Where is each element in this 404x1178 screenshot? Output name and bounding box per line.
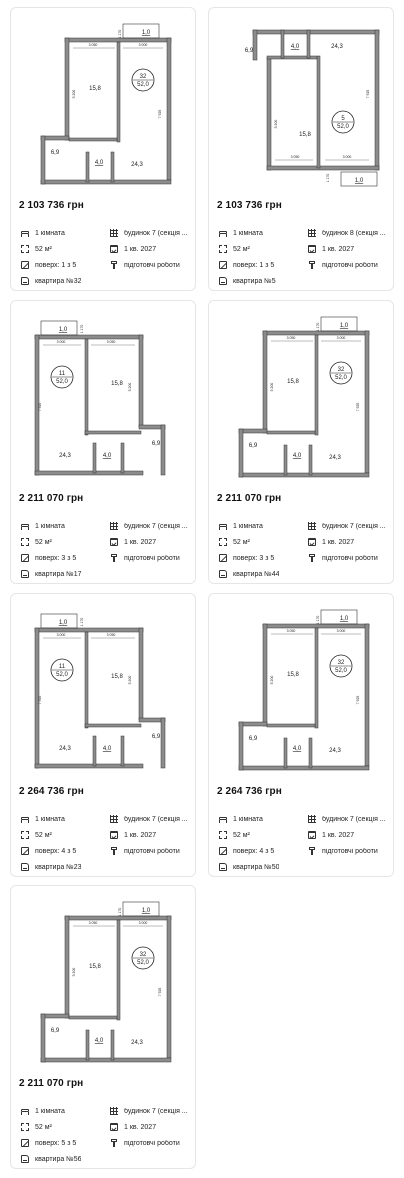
dimension: 1 170: [326, 173, 330, 183]
rooms-row: 1 кімната: [21, 1106, 65, 1116]
apartment-card[interactable]: [10, 300, 196, 584]
area-icon: [21, 831, 29, 839]
badge-number: 11: [58, 371, 66, 377]
completion-row: 1 кв. 2027: [110, 1122, 156, 1132]
building-icon: [308, 522, 316, 530]
price: 2 264 736 грн: [217, 786, 282, 797]
area-icon: [219, 245, 227, 253]
room-area: 15,8: [89, 964, 101, 970]
room-area: 6,9: [50, 150, 60, 156]
room-area: 15,8: [287, 379, 299, 385]
floor-plan[interactable]: [11, 892, 196, 1068]
calendar-icon: [110, 831, 118, 839]
dimension: 7 925: [356, 402, 360, 412]
room-area: 6,9: [151, 441, 161, 447]
apartment-card[interactable]: [10, 885, 196, 1169]
wall: [239, 473, 369, 477]
wall: [309, 738, 312, 768]
apartment-row: квартира №17: [21, 569, 81, 579]
dimension: 1 170: [118, 29, 122, 39]
dimension: 7 925: [356, 695, 360, 705]
apartment-card[interactable]: [208, 593, 394, 877]
room-area: 24,3: [131, 162, 143, 168]
apartment-row: квартира №56: [21, 1154, 81, 1164]
wall: [139, 628, 143, 720]
dimension: 3 000: [336, 336, 346, 340]
apartment-card[interactable]: [10, 7, 196, 291]
badge-number: 11: [58, 664, 66, 670]
wall: [41, 180, 171, 184]
crane-icon: [110, 261, 118, 269]
room-area: 1,0: [141, 30, 151, 36]
floor-row: поверх: 4 з 5: [21, 846, 76, 856]
price: 2 211 070 грн: [19, 493, 84, 504]
apartment-card[interactable]: [208, 7, 394, 291]
calendar-icon: [110, 245, 118, 253]
floor-icon: [21, 261, 29, 269]
bed-icon: [21, 1107, 29, 1115]
completion-row: 1 кв. 2027: [308, 537, 354, 547]
wall: [161, 718, 165, 768]
rooms-row: 1 кімната: [21, 814, 65, 824]
bed-icon: [21, 229, 29, 237]
wall: [86, 152, 89, 182]
floor-plan-drawing: [209, 307, 394, 483]
area-row: 52 м²: [21, 830, 52, 840]
building-icon: [110, 522, 118, 530]
wall: [41, 136, 45, 184]
wall: [253, 30, 257, 60]
wall: [69, 1016, 117, 1019]
price: 2 103 736 грн: [19, 200, 84, 211]
badge-area: 52,0: [337, 124, 349, 130]
dimension: 7 925: [38, 402, 42, 412]
wall: [167, 916, 171, 1058]
wall: [85, 724, 141, 727]
area-row: 52 м²: [219, 537, 250, 547]
dimension: 5 200: [274, 119, 278, 129]
dimension: 1 170: [118, 907, 122, 917]
wall: [317, 56, 320, 168]
crane-icon: [110, 554, 118, 562]
dimension: 7 925: [366, 89, 370, 99]
badge-area: 52,0: [56, 672, 68, 678]
dimension: 3 050: [106, 340, 116, 344]
building-icon: [308, 815, 316, 823]
completion-row: 1 кв. 2027: [110, 830, 156, 840]
document-icon: [219, 570, 227, 578]
document-icon: [219, 863, 227, 871]
wall: [315, 335, 318, 435]
room-area: 24,3: [329, 748, 341, 754]
completion-row: 1 кв. 2027: [308, 244, 354, 254]
dimension: 3 050: [290, 155, 300, 159]
room-area: 4,0: [292, 453, 302, 459]
wall: [86, 1030, 89, 1060]
apartment-card[interactable]: [10, 593, 196, 877]
calendar-icon: [308, 831, 316, 839]
badge-number: 32: [337, 367, 345, 373]
floor-icon: [21, 1139, 29, 1147]
document-icon: [21, 277, 29, 285]
room-area: 6,9: [151, 734, 161, 740]
price: 2 264 736 грн: [19, 786, 84, 797]
completion-row: 1 кв. 2027: [110, 244, 156, 254]
wall: [281, 30, 284, 58]
wall: [365, 624, 369, 766]
status-row: підготовчі роботи: [308, 553, 378, 563]
building-row: будинок 7 (секція ...: [110, 814, 188, 824]
floor-row: поверх: 3 з 5: [21, 553, 76, 563]
room-area: 1,0: [339, 323, 349, 329]
building-row: будинок 8 (секція ...: [308, 228, 386, 238]
badge-area: 52,0: [335, 668, 347, 674]
floor-plan-drawing: [11, 892, 196, 1068]
room-area: 6,9: [244, 48, 254, 54]
status-row: підготовчі роботи: [110, 553, 180, 563]
floor-plan-drawing: [11, 14, 196, 190]
floor-icon: [21, 847, 29, 855]
wall: [375, 30, 379, 170]
crane-icon: [110, 1139, 118, 1147]
wall: [309, 445, 312, 475]
dimension: 3 000: [336, 629, 346, 633]
wall: [267, 166, 379, 170]
dimension: 5 200: [72, 89, 76, 99]
wall: [69, 138, 117, 141]
wall: [284, 738, 287, 768]
rooms-row: 1 кімната: [219, 521, 263, 531]
calendar-icon: [110, 1123, 118, 1131]
area-row: 52 м²: [21, 537, 52, 547]
apartment-card[interactable]: [208, 300, 394, 584]
room-area: 1,0: [339, 616, 349, 622]
wall: [284, 445, 287, 475]
apartment-row: квартира №32: [21, 276, 81, 286]
document-icon: [21, 570, 29, 578]
badge-number: 32: [139, 952, 147, 958]
bed-icon: [21, 815, 29, 823]
floor-row: поверх: 1 з 5: [21, 260, 76, 270]
wall: [239, 429, 243, 477]
wall: [139, 335, 143, 427]
price: 2 211 070 грн: [217, 493, 282, 504]
wall: [267, 58, 271, 170]
wall: [263, 624, 267, 726]
building-icon: [110, 229, 118, 237]
wall: [41, 1058, 171, 1062]
calendar-icon: [308, 245, 316, 253]
status-row: підготовчі роботи: [110, 846, 180, 856]
room-area: 24,3: [131, 1040, 143, 1046]
wall: [121, 736, 124, 766]
dimension: 3 000: [138, 43, 148, 47]
completion-row: 1 кв. 2027: [110, 537, 156, 547]
wall: [117, 920, 120, 1020]
wall: [35, 335, 143, 339]
room-area: 15,8: [299, 132, 311, 138]
badge-number: 32: [139, 74, 147, 80]
dimension: 5 200: [270, 675, 274, 685]
dimension: 3 000: [56, 633, 66, 637]
floor-plan[interactable]: [11, 600, 196, 776]
status-row: підготовчі роботи: [110, 1138, 180, 1148]
dimension: 3 050: [286, 336, 296, 340]
building-row: будинок 7 (секція ...: [110, 1106, 188, 1116]
floor-row: поверх: 3 з 5: [219, 553, 274, 563]
dimension: 5 200: [128, 675, 132, 685]
wall: [161, 425, 165, 475]
crane-icon: [110, 847, 118, 855]
room-area: 1,0: [354, 178, 364, 184]
dimension: 3 000: [138, 921, 148, 925]
crane-icon: [308, 847, 316, 855]
wall: [65, 916, 69, 1018]
rooms-row: 1 кімната: [219, 814, 263, 824]
building-icon: [308, 229, 316, 237]
document-icon: [219, 277, 227, 285]
building-row: будинок 7 (секція ...: [308, 814, 386, 824]
room-area: 1,0: [58, 620, 68, 626]
price: 2 211 070 грн: [19, 1078, 84, 1089]
badge-number: 32: [337, 660, 345, 666]
dimension: 3 050: [106, 633, 116, 637]
room-area: 4,0: [102, 746, 112, 752]
dimension: 5 200: [128, 382, 132, 392]
rooms-row: 1 кімната: [21, 228, 65, 238]
floor-plan[interactable]: [209, 14, 394, 190]
floor-row: поверх: 5 з 5: [21, 1138, 76, 1148]
badge-area: 52,0: [56, 379, 68, 385]
room-area: 1,0: [141, 908, 151, 914]
building-icon: [110, 815, 118, 823]
area-row: 52 м²: [219, 244, 250, 254]
dimension: 3 050: [88, 43, 98, 47]
calendar-icon: [308, 538, 316, 546]
dimension: 1 170: [316, 322, 320, 332]
room-area: 6,9: [50, 1028, 60, 1034]
room-area: 24,3: [59, 453, 71, 459]
status-row: підготовчі роботи: [308, 260, 378, 270]
wall: [267, 724, 315, 727]
floor-icon: [219, 847, 227, 855]
building-row: будинок 7 (секція ...: [308, 521, 386, 531]
wall: [117, 42, 120, 142]
wall: [263, 331, 267, 433]
calendar-icon: [110, 538, 118, 546]
crane-icon: [308, 554, 316, 562]
room-area: 15,8: [111, 381, 123, 387]
area-icon: [21, 1123, 29, 1131]
dimension: 5 200: [270, 382, 274, 392]
area-row: 52 м²: [219, 830, 250, 840]
wall: [93, 736, 96, 766]
room-area: 6,9: [248, 736, 258, 742]
wall: [35, 764, 143, 768]
room-area: 24,3: [331, 44, 343, 50]
floor-icon: [219, 554, 227, 562]
crane-icon: [308, 261, 316, 269]
dimension: 1 170: [316, 615, 320, 625]
dimension: 3 000: [56, 340, 66, 344]
floor-plan-drawing: [11, 600, 196, 776]
badge-area: 52,0: [137, 960, 149, 966]
wall: [85, 632, 88, 728]
wall: [93, 443, 96, 473]
status-row: підготовчі роботи: [110, 260, 180, 270]
floor-row: поверх: 1 з 5: [219, 260, 274, 270]
room-area: 6,9: [248, 443, 258, 449]
room-area: 24,3: [329, 455, 341, 461]
apartment-row: квартира №5: [219, 276, 276, 286]
apartment-row: квартира №50: [219, 862, 279, 872]
document-icon: [21, 1155, 29, 1163]
wall: [121, 443, 124, 473]
wall: [111, 1030, 114, 1060]
room-area: 4,0: [102, 453, 112, 459]
room-area: 24,3: [59, 746, 71, 752]
wall: [167, 38, 171, 180]
apartment-row: квартира №23: [21, 862, 81, 872]
dimension: 3 050: [286, 629, 296, 633]
wall: [85, 431, 141, 434]
room-area: 4,0: [292, 746, 302, 752]
dimension: 3 000: [342, 155, 352, 159]
floor-plan[interactable]: [11, 14, 196, 190]
apartment-row: квартира №44: [219, 569, 279, 579]
dimension: 7 925: [158, 987, 162, 997]
price: 2 103 736 грн: [217, 200, 282, 211]
building-icon: [110, 1107, 118, 1115]
document-icon: [21, 863, 29, 871]
wall: [85, 339, 88, 435]
wall: [267, 431, 315, 434]
wall: [253, 30, 379, 34]
area-icon: [219, 538, 227, 546]
dimension: 7 925: [38, 695, 42, 705]
dimension: 5 200: [72, 967, 76, 977]
area-row: 52 м²: [21, 1122, 52, 1132]
wall: [239, 722, 243, 770]
wall: [365, 331, 369, 473]
floor-icon: [219, 261, 227, 269]
floor-plan[interactable]: [209, 600, 394, 776]
wall: [65, 38, 69, 140]
room-area: 4,0: [94, 160, 104, 166]
badge-area: 52,0: [335, 375, 347, 381]
room-area: 4,0: [290, 44, 300, 50]
room-area: 15,8: [287, 672, 299, 678]
dimension: 1 170: [80, 617, 84, 627]
area-icon: [21, 538, 29, 546]
wall: [35, 471, 143, 475]
bed-icon: [219, 229, 227, 237]
bed-icon: [219, 815, 227, 823]
area-row: 52 м²: [21, 244, 52, 254]
badge-area: 52,0: [137, 82, 149, 88]
floor-icon: [21, 554, 29, 562]
area-icon: [21, 245, 29, 253]
room-area: 4,0: [94, 1038, 104, 1044]
floor-plan-drawing: [11, 307, 196, 483]
bed-icon: [219, 522, 227, 530]
wall: [35, 628, 143, 632]
room-area: 1,0: [58, 327, 68, 333]
area-icon: [219, 831, 227, 839]
wall: [315, 628, 318, 728]
floor-plan[interactable]: [209, 307, 394, 483]
dimension: 1 170: [80, 324, 84, 334]
wall: [111, 152, 114, 182]
wall: [239, 766, 369, 770]
building-row: будинок 7 (секція ...: [110, 521, 188, 531]
rooms-row: 1 кімната: [219, 228, 263, 238]
room-area: 15,8: [111, 674, 123, 680]
wall: [307, 30, 310, 58]
floor-row: поверх: 4 з 5: [219, 846, 274, 856]
dimension: 3 050: [88, 921, 98, 925]
wall: [41, 1014, 45, 1062]
floor-plan[interactable]: [11, 307, 196, 483]
rooms-row: 1 кімната: [21, 521, 65, 531]
dimension: 7 925: [158, 109, 162, 119]
floor-plan-drawing: [209, 600, 394, 776]
status-row: підготовчі роботи: [308, 846, 378, 856]
completion-row: 1 кв. 2027: [308, 830, 354, 840]
badge-number: 5: [341, 116, 345, 122]
bed-icon: [21, 522, 29, 530]
building-row: будинок 7 (секція ...: [110, 228, 188, 238]
floor-plan-drawing: [209, 14, 394, 190]
room-area: 15,8: [89, 86, 101, 92]
